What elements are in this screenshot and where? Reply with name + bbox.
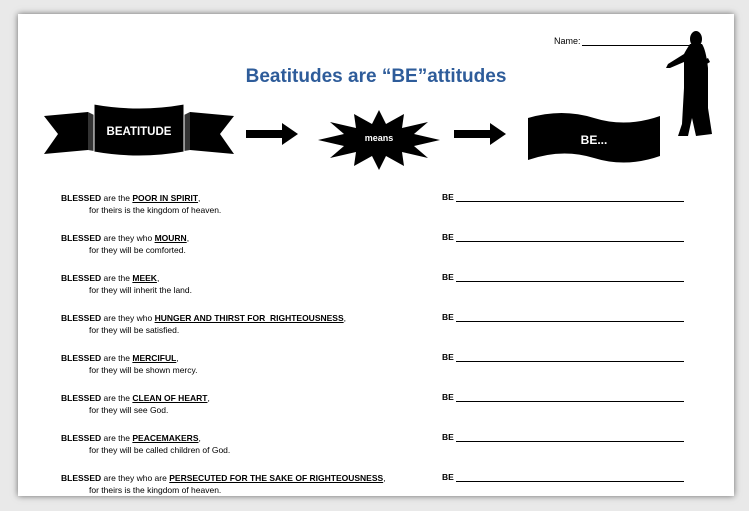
beatitude-key: POOR IN SPIRIT: [132, 193, 199, 203]
banner-label: BEATITUDE: [106, 126, 172, 138]
beatitude-key: PERSECUTED FOR THE SAKE OF RIGHTEOUSNESS: [169, 473, 384, 483]
name-label: Name:: [554, 36, 581, 46]
beatitude-key: HUNGER AND THIRST FOR RIGHTEOUSNESS: [154, 313, 344, 323]
blessed-word: BLESSED: [61, 193, 102, 203]
beatitude-row: BLESSED are the MERCIFUL, for they will be shown mercy.: [61, 353, 198, 375]
right-arrow-icon: [246, 122, 298, 146]
page-title: Beatitudes are “BE”attitudes: [245, 66, 507, 87]
right-arrow-icon: [454, 122, 506, 146]
beatitude-row: BLESSED are the POOR IN SPIRIT, for theirs is the kingdom of heaven.: [61, 193, 222, 215]
be-answer-field[interactable]: BE: [442, 392, 684, 402]
be-answer-field[interactable]: BE: [442, 312, 684, 322]
beatitude-row: BLESSED are the CLEAN OF HEART, for they will see God.: [61, 393, 210, 415]
be-answer-field[interactable]: BE: [442, 472, 684, 482]
beatitude-row: BLESSED are the PEACEMAKERS, for they will be called children of God.: [61, 433, 231, 455]
be-answer-field[interactable]: BE: [442, 352, 684, 362]
be-answer-field[interactable]: BE: [442, 272, 684, 282]
beatitude-banner: [44, 102, 234, 164]
beatitude-row: BLESSED are they who MOURN, for they will be comforted.: [61, 233, 190, 255]
be-answer-field[interactable]: BE: [442, 432, 684, 442]
be-answer-field[interactable]: BE: [442, 192, 684, 202]
jesus-silhouette-icon: [662, 28, 722, 140]
worksheet-page: [18, 14, 734, 496]
means-label: means: [364, 133, 394, 143]
be-shape-label: BE...: [580, 133, 608, 147]
be-answer-field[interactable]: BE: [442, 232, 684, 242]
beatitude-key: PEACEMAKERS: [132, 433, 199, 443]
beatitude-key: MEEK: [132, 273, 157, 283]
beatitude-key: CLEAN OF HEART: [132, 393, 208, 403]
beatitude-row: BLESSED are they who are PERSECUTED FOR THE SAKE OF RIGHTEOUSNESS, for theirs is the kingdom of heaven.: [61, 473, 386, 495]
beatitude-key: MERCIFUL: [132, 353, 177, 363]
beatitude-row: BLESSED are they who HUNGER AND THIRST FOR RIGHTEOUSNESS, for they will be satisfied.: [61, 313, 347, 335]
beatitude-key: MOURN: [154, 233, 187, 243]
beatitude-row: BLESSED are the MEEK, for they will inherit the land.: [61, 273, 192, 295]
